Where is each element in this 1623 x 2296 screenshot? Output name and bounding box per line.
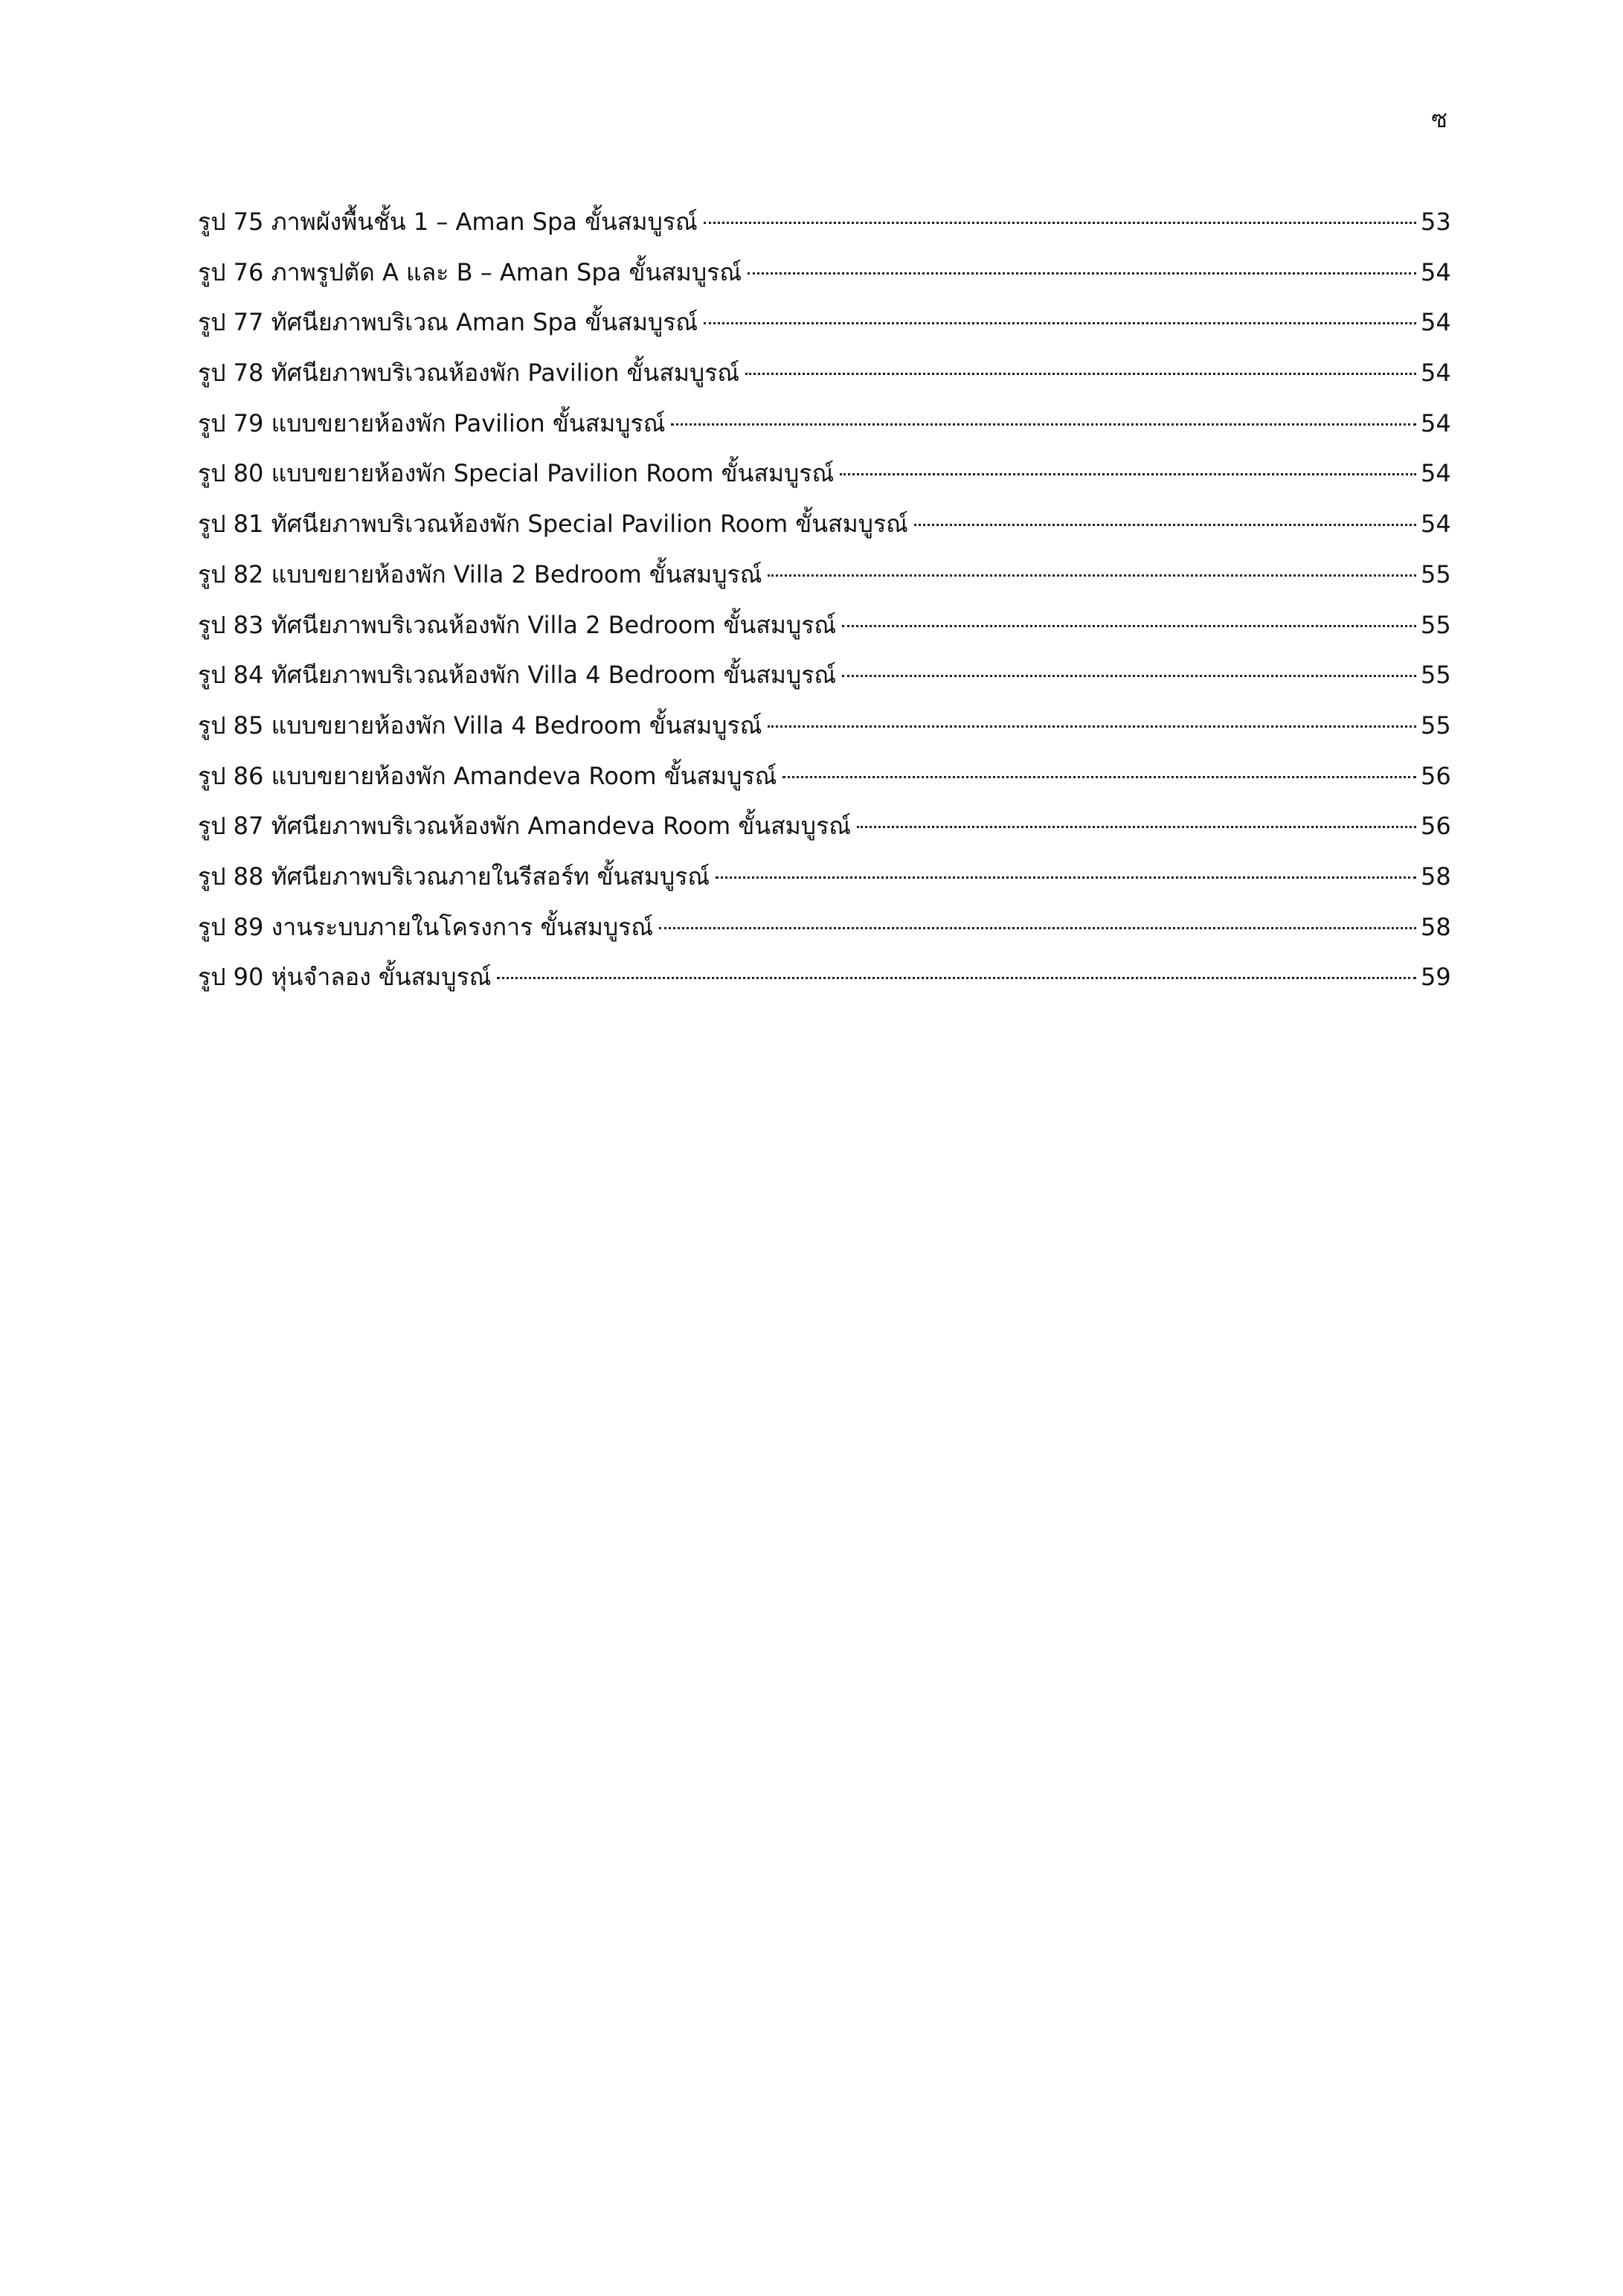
toc-entry [198,559,1450,610]
toc-entry [198,307,1450,358]
dot-leader [659,927,1416,929]
toc-entry [198,761,1450,812]
toc-entry [198,408,1450,459]
toc-entry-title: รูป 77 ทัศนียภาพบริเวณ Aman Spa ขั้นสมบูรณ์ [198,308,698,337]
toc-entry-page: 54 [1421,408,1451,437]
toc-entry [198,962,1450,1013]
toc-entry-title: รูป 76 ภาพรูปตัด A และ B – Aman Spa ขั้นสมบูรณ์ [198,257,742,286]
dot-leader [671,423,1416,426]
toc-entry [198,862,1450,912]
toc-entry-title: รูป 81 ทัศนียภาพบริเวณห้องพัก Special Pavilion Room ขั้นสมบูรณ์ [198,510,908,539]
dot-leader [842,675,1416,677]
toc-entry-title: รูป 86 แบบขยายห้องพัก Amandeva Room ขั้นสมบูรณ์ [198,761,777,790]
dot-leader [704,222,1416,224]
dot-leader [914,524,1416,526]
page-number: ซ [1431,105,1447,133]
toc-entry-page: 58 [1421,862,1451,891]
dot-leader [857,826,1416,828]
toc-entry-title: รูป 82 แบบขยายห้องพัก Villa 2 Bedroom ขั้นสมบูรณ์ [198,559,762,589]
toc-entry-page: 55 [1421,711,1451,740]
dot-leader [704,322,1416,324]
toc-entry-page: 54 [1421,308,1451,337]
dot-leader [842,625,1416,627]
dot-leader [745,373,1416,375]
dot-leader [748,272,1416,275]
toc-entry-title: รูป 87 ทัศนียภาพบริเวณห้องพัก Amandeva Room ขั้นสมบูรณ์ [198,812,851,841]
toc-entry-page: 56 [1421,761,1451,790]
dot-leader [768,725,1416,728]
toc-entry-page: 54 [1421,510,1451,539]
toc-entry-page: 58 [1421,912,1451,941]
toc-entry-page: 59 [1421,963,1451,992]
dot-leader [768,574,1416,577]
toc-entry-title: รูป 80 แบบขยายห้องพัก Special Pavilion Room ขั้นสมบูรณ์ [198,459,835,488]
toc-entry [198,811,1450,862]
dot-leader [840,473,1416,475]
toc-entry-title: รูป 79 แบบขยายห้องพัก Pavilion ขั้นสมบูรณ์ [198,408,666,437]
toc-entry [198,711,1450,761]
toc-entry-title: รูป 75 ภาพผังพื้นชั้น 1 – Aman Spa ขั้นสมบูรณ์ [198,208,698,236]
toc-entry [198,509,1450,559]
toc-entry [198,458,1450,509]
toc-entry-page: 55 [1421,610,1451,639]
toc-entry [198,207,1450,257]
toc-entry-page: 54 [1421,459,1451,488]
toc-entry-title: รูป 88 ทัศนียภาพบริเวณภายในรีสอร์ท ขั้นสมบูรณ์ [198,862,710,891]
dot-leader [782,776,1416,778]
toc-entry-page: 53 [1421,208,1451,236]
dot-leader [716,876,1416,879]
toc-entry-title: รูป 90 หุ่นจำลอง ขั้นสมบูรณ์ [198,963,492,992]
toc-entry-page: 56 [1421,812,1451,841]
toc-entry-title: รูป 78 ทัศนียภาพบริเวณห้องพัก Pavilion ขั้นสมบูรณ์ [198,359,740,388]
toc-entry-title: รูป 85 แบบขยายห้องพัก Villa 4 Bedroom ขั้นสมบูรณ์ [198,711,762,740]
toc-entry-page: 55 [1421,661,1451,690]
toc-entry [198,610,1450,661]
toc-entry-title: รูป 84 ทัศนียภาพบริเวณห้องพัก Villa 4 Bedroom ขั้นสมบูรณ์ [198,661,837,690]
dot-leader [497,977,1416,979]
toc-entry [198,257,1450,308]
toc-entry [198,660,1450,711]
toc-entry-page: 54 [1421,257,1451,286]
toc-entry-page: 54 [1421,359,1451,388]
toc-entry [198,912,1450,963]
list-of-figures [198,207,1450,1013]
toc-entry-title: รูป 83 ทัศนียภาพบริเวณห้องพัก Villa 2 Bedroom ขั้นสมบูรณ์ [198,610,837,639]
toc-entry-page: 55 [1421,559,1451,589]
toc-entry [198,358,1450,408]
toc-entry-title: รูป 89 งานระบบภายในโครงการ ขั้นสมบูรณ์ [198,912,654,941]
